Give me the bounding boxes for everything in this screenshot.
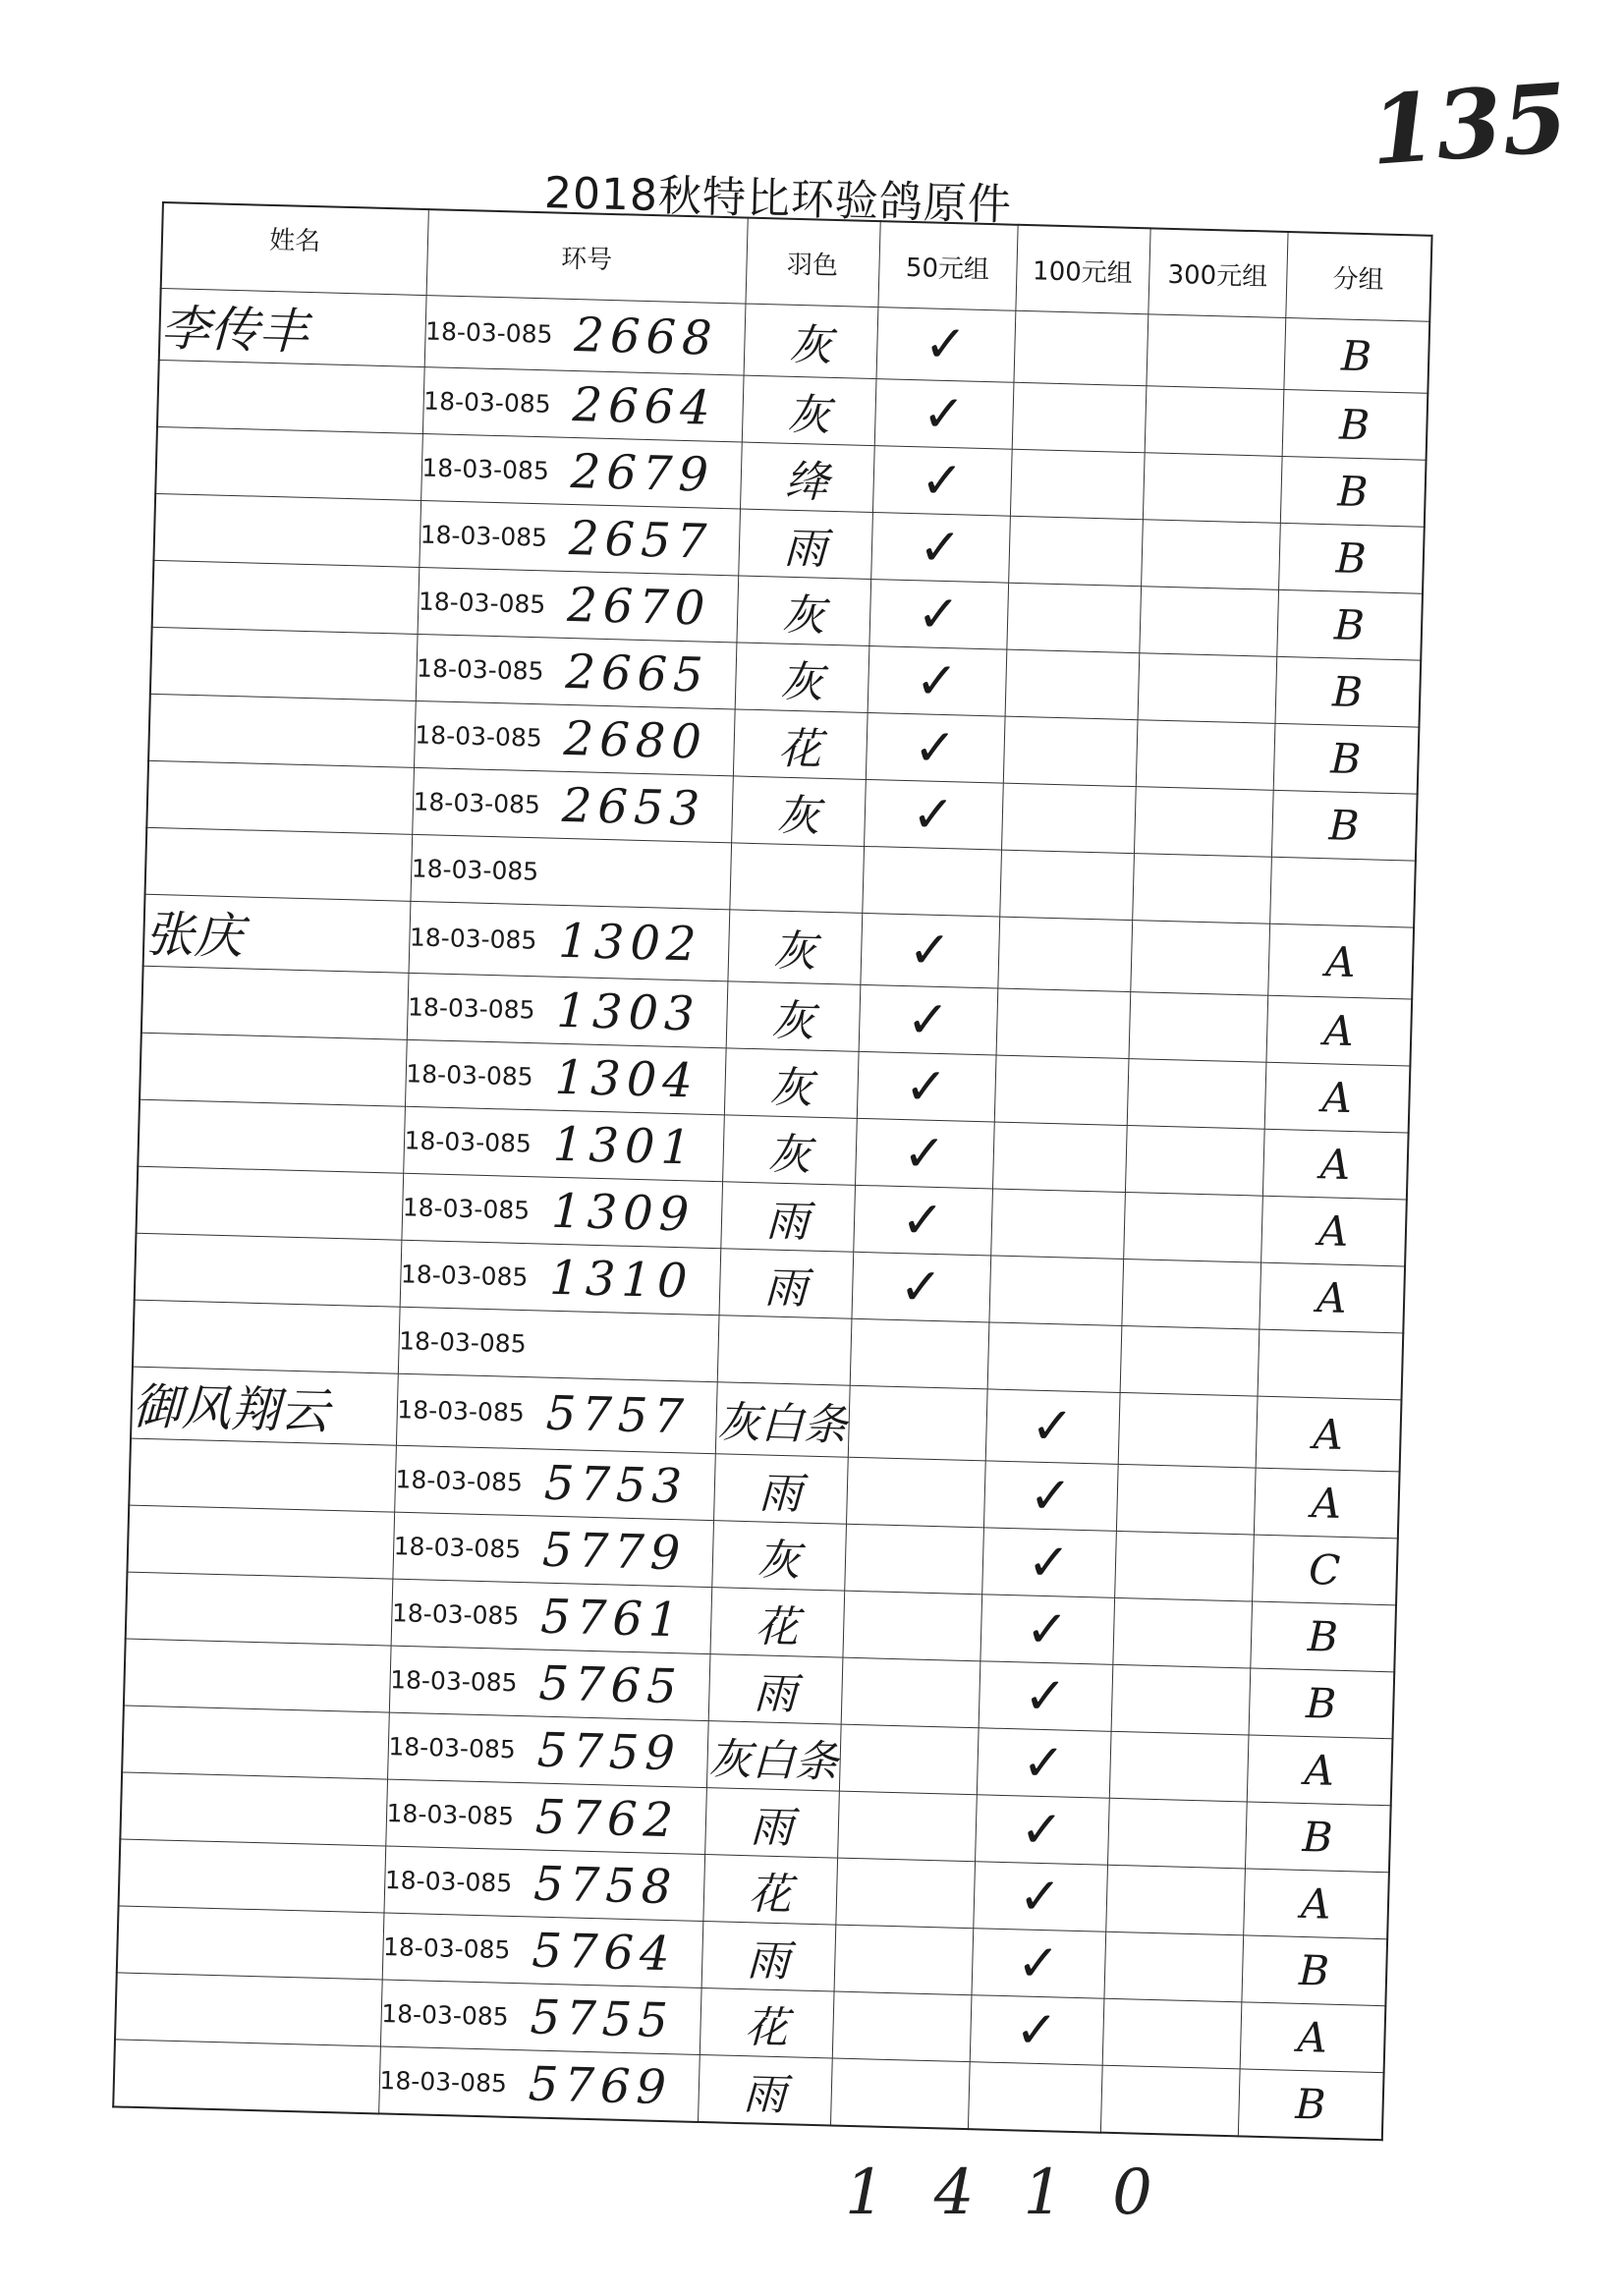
check-300-cell: [1100, 2065, 1240, 2136]
owner-name-cell: [152, 560, 420, 634]
check-50-cell: ✓: [860, 913, 999, 988]
owner-name-cell: [120, 1772, 387, 1846]
ring-number-cell: [394, 1445, 715, 1520]
check-100-cell: [996, 988, 1131, 1059]
ring-number-cell: [401, 1173, 722, 1248]
check-100-cell: ✓: [983, 1461, 1118, 1532]
ring-prefix: 18-03-085: [422, 386, 552, 419]
owner-name-cell: [117, 1906, 384, 1980]
ring-number-cell: [382, 1913, 703, 1987]
ring-number-cell: [387, 1712, 708, 1787]
ring-number-cell: [385, 1779, 706, 1854]
check-100-cell: [1001, 783, 1136, 854]
feather-color-cell: 灰: [744, 304, 878, 379]
ring-number-cell: [420, 434, 742, 509]
ring-suffix: 2670: [566, 577, 712, 637]
check-50-cell: ✓: [866, 712, 1005, 783]
owner-name-cell: [141, 966, 409, 1039]
ring-number-cell: [418, 567, 739, 642]
check-100-cell: [1005, 649, 1140, 720]
ring-prefix: 18-03-085: [404, 1125, 532, 1158]
check-100-cell: [999, 850, 1134, 921]
ring-prefix: 18-03-085: [379, 2065, 508, 2098]
ring-number-cell: [400, 1240, 721, 1315]
ring-prefix: 18-03-085: [405, 1058, 534, 1092]
group-cell: B: [1282, 389, 1428, 460]
feather-color-cell: 灰: [724, 1048, 859, 1119]
ring-suffix: 5779: [541, 1522, 687, 1581]
check-50-cell: ✓: [872, 446, 1012, 517]
check-50-cell: [844, 1524, 983, 1595]
feather-color-cell: 雨: [738, 509, 872, 580]
ring-suffix: 1309: [550, 1183, 696, 1243]
check-300-cell: [1141, 520, 1280, 590]
check-300-cell: [1128, 992, 1267, 1063]
ring-prefix: 18-03-085: [420, 519, 548, 552]
ring-suffix: 2653: [561, 777, 706, 837]
check-50-cell: [835, 1858, 975, 1929]
ring-prefix: 18-03-085: [421, 453, 550, 485]
feather-color-cell: 花: [733, 709, 868, 780]
owner-name-cell: 张庆: [143, 894, 411, 973]
check-300-cell: [1109, 1731, 1249, 1802]
ring-suffix: [547, 1316, 548, 1371]
feather-color-cell: 灰: [722, 1115, 857, 1186]
ring-number-cell: [414, 700, 735, 775]
ring-number-cell: [392, 1512, 713, 1587]
check-300-cell: [1105, 1865, 1245, 1935]
feather-color-cell: 灰: [711, 1521, 846, 1592]
check-300-cell: [1146, 314, 1285, 390]
ring-prefix: 18-03-085: [380, 1998, 510, 2031]
ring-prefix: 18-03-085: [418, 586, 546, 619]
check-100-cell: ✓: [981, 1528, 1116, 1598]
ring-prefix: 18-03-085: [415, 719, 543, 753]
group-cell: A: [1267, 924, 1414, 999]
feather-color-cell: 灰: [736, 576, 870, 646]
ring-prefix: 18-03-085: [411, 853, 539, 886]
group-cell: B: [1271, 790, 1418, 861]
check-50-cell: ✓: [857, 1051, 996, 1122]
check-300-cell: [1111, 1664, 1251, 1735]
feather-color-cell: 雨: [704, 1788, 839, 1859]
footer-count-b: 10: [1023, 2156, 1202, 2229]
owner-name-cell: [145, 827, 413, 901]
check-300-cell: [1102, 1998, 1242, 2069]
ring-suffix: 1303: [555, 982, 701, 1042]
group-cell: C: [1252, 1535, 1398, 1605]
feather-color-cell: 花: [702, 1855, 837, 1926]
check-300-cell: [1118, 1392, 1258, 1468]
ring-number-cell: [396, 1373, 717, 1453]
feather-color-cell: 灰: [735, 643, 869, 713]
group-cell: A: [1264, 1062, 1411, 1133]
check-100-cell: [992, 1122, 1127, 1193]
ring-suffix: 2668: [573, 308, 719, 366]
feather-color-cell: 雨: [701, 1922, 836, 1992]
ring-prefix: 18-03-085: [386, 1798, 515, 1830]
check-50-cell: [842, 1591, 981, 1661]
check-50-cell: [837, 1791, 977, 1862]
group-cell: B: [1280, 456, 1427, 527]
check-50-cell: ✓: [864, 779, 1003, 850]
ring-suffix: 5764: [531, 1922, 677, 1982]
owner-name-cell: [140, 1033, 407, 1106]
ring-suffix: 5759: [536, 1722, 682, 1781]
feather-color-cell: [729, 843, 864, 914]
header-color: 羽色: [745, 218, 879, 308]
footer-counts: [845, 2156, 1202, 2229]
group-cell: B: [1278, 523, 1425, 593]
group-cell: A: [1265, 995, 1412, 1066]
check-100-cell: [968, 2062, 1102, 2133]
group-cell: A: [1243, 1869, 1389, 1939]
group-cell: A: [1259, 1262, 1405, 1333]
check-50-cell: [839, 1724, 979, 1795]
owner-name-cell: [127, 1505, 394, 1579]
ring-suffix: 5757: [544, 1385, 691, 1445]
check-300-cell: [1130, 921, 1269, 996]
ring-suffix: 5762: [534, 1789, 680, 1848]
ring-number-cell: [405, 1039, 726, 1114]
ring-number-cell: [416, 634, 737, 708]
check-300-cell: [1116, 1464, 1256, 1535]
check-100-cell: [1003, 716, 1138, 787]
ring-prefix: 18-03-085: [389, 1664, 518, 1697]
check-100-cell: [1013, 310, 1148, 386]
owner-name-cell: [135, 1233, 402, 1307]
feather-color-cell: 灰白条: [706, 1721, 841, 1792]
check-100-cell: [994, 1055, 1129, 1126]
check-100-cell: ✓: [980, 1595, 1114, 1665]
group-cell: B: [1276, 589, 1423, 660]
feather-color-cell: 雨: [720, 1182, 855, 1253]
check-100-cell: [1008, 516, 1143, 587]
owner-name-cell: [146, 760, 414, 834]
check-300-cell: [1121, 1259, 1260, 1329]
group-cell: B: [1283, 317, 1429, 393]
check-50-cell: [832, 1991, 972, 2062]
ring-number-cell: [422, 367, 744, 442]
feather-color-cell: 灰白条: [715, 1382, 850, 1458]
check-50-cell: ✓: [876, 308, 1016, 383]
ring-prefix: 18-03-085: [402, 1192, 531, 1225]
check-50-cell: [850, 1318, 989, 1389]
check-100-cell: ✓: [970, 1995, 1104, 2066]
feather-color-cell: [717, 1315, 852, 1386]
ring-number-cell: [383, 1846, 704, 1921]
feather-color-cell: 雨: [719, 1249, 854, 1319]
check-100-cell: [990, 1189, 1125, 1259]
owner-name-cell: [124, 1639, 391, 1712]
header-ring: 环号: [426, 209, 748, 304]
owner-name-cell: [129, 1438, 396, 1512]
group-cell: A: [1254, 1468, 1400, 1539]
group-cell: B: [1250, 1601, 1396, 1672]
check-300-cell: [1114, 1531, 1254, 1601]
owner-name-cell: [138, 1099, 405, 1173]
group-cell: B: [1245, 1802, 1391, 1873]
check-50-cell: ✓: [855, 1118, 994, 1189]
ring-number-cell: [389, 1646, 710, 1720]
ring-prefix: 18-03-085: [393, 1531, 522, 1564]
ring-prefix: 18-03-085: [397, 1395, 526, 1427]
ring-suffix: 5758: [532, 1855, 679, 1915]
check-100-cell: ✓: [977, 1728, 1111, 1799]
group-cell: B: [1273, 723, 1420, 794]
group-cell: B: [1241, 1935, 1387, 2006]
ring-suffix: 2680: [562, 710, 708, 770]
footer-count-a: 14: [845, 2156, 1024, 2229]
check-300-cell: [1134, 787, 1273, 858]
check-300-cell: [1143, 453, 1282, 524]
ring-number-cell: [407, 973, 728, 1047]
check-50-cell: ✓: [874, 379, 1014, 450]
check-300-cell: [1138, 653, 1277, 724]
ring-suffix: 1301: [552, 1116, 698, 1176]
ring-number-cell: [403, 1106, 724, 1181]
group-cell: A: [1247, 1735, 1393, 1806]
check-100-cell: [987, 1322, 1122, 1393]
owner-name-cell: [157, 360, 424, 433]
ring-prefix: 18-03-085: [400, 1259, 529, 1292]
group-cell: [1258, 1329, 1404, 1400]
ring-suffix: 2679: [570, 443, 715, 503]
check-300-cell: [1125, 1126, 1264, 1197]
ring-number-cell: [424, 296, 746, 375]
ring-suffix: 5753: [543, 1455, 689, 1514]
ring-suffix: 5765: [537, 1655, 684, 1714]
group-cell: A: [1256, 1396, 1402, 1472]
check-50-cell: ✓: [868, 580, 1008, 650]
check-300-cell: [1139, 587, 1278, 657]
roster-body: [113, 288, 1429, 2140]
check-100-cell: ✓: [985, 1389, 1120, 1465]
owner-name-cell: [113, 2040, 380, 2114]
owner-name-cell: [122, 1706, 389, 1779]
ring-prefix: 18-03-085: [384, 1865, 513, 1897]
check-50-cell: [830, 2058, 970, 2129]
check-300-cell: [1132, 854, 1271, 924]
check-300-cell: [1145, 386, 1284, 457]
ring-number-cell: [410, 834, 731, 909]
feather-color-cell: 花: [709, 1588, 844, 1658]
ring-suffix: 1302: [557, 913, 703, 973]
check-100-cell: [1006, 583, 1141, 653]
ring-suffix: 2664: [571, 376, 717, 436]
check-300-cell: [1120, 1325, 1260, 1396]
check-100-cell: ✓: [979, 1661, 1113, 1732]
ring-prefix: 18-03-085: [382, 1931, 511, 1964]
owner-name-cell: [126, 1572, 393, 1646]
ring-suffix: [559, 844, 560, 899]
feather-color-cell: 灰: [726, 981, 861, 1052]
check-100-cell: [1010, 449, 1145, 520]
ring-number-cell: [391, 1579, 712, 1653]
group-cell: A: [1240, 2002, 1386, 2073]
check-300-cell: [1103, 1931, 1243, 2002]
header-300-group: 300元组: [1148, 228, 1287, 317]
group-cell: A: [1262, 1129, 1409, 1200]
feather-color-cell: 灰: [742, 375, 876, 446]
check-300-cell: [1123, 1192, 1262, 1262]
owner-name-cell: 御风翔云: [131, 1367, 398, 1445]
ring-number-cell: [378, 2046, 700, 2122]
group-cell: B: [1238, 2069, 1384, 2140]
check-50-cell: [862, 846, 1001, 917]
check-300-cell: [1107, 1798, 1247, 1869]
ring-prefix: 18-03-085: [407, 991, 535, 1025]
header-50-group: 50元组: [877, 221, 1017, 310]
header-name: 姓名: [161, 202, 428, 296]
owner-name-cell: [150, 627, 418, 700]
owner-name-cell: [148, 694, 416, 767]
ring-prefix: 18-03-085: [409, 923, 537, 955]
group-cell: A: [1260, 1196, 1407, 1266]
check-50-cell: ✓: [859, 984, 998, 1055]
owner-name-cell: [133, 1300, 400, 1373]
ring-prefix: 18-03-085: [398, 1325, 527, 1359]
owner-name-cell: [119, 1839, 386, 1913]
group-cell: [1269, 857, 1416, 927]
ring-suffix: 1304: [553, 1049, 700, 1109]
feather-color-cell: 雨: [708, 1654, 843, 1725]
ring-suffix: 5769: [528, 2055, 673, 2115]
ring-number-cell: [398, 1307, 719, 1381]
ring-number-cell: [419, 500, 740, 575]
roster-sheet: [112, 201, 1430, 2141]
ring-suffix: 2665: [564, 644, 710, 703]
check-300-cell: [1112, 1597, 1252, 1668]
check-100-cell: ✓: [971, 1929, 1105, 1999]
check-50-cell: ✓: [870, 513, 1010, 584]
page-number: 135: [1367, 62, 1572, 187]
ring-suffix: 1310: [548, 1250, 695, 1310]
owner-name-cell: 李传丰: [159, 288, 426, 366]
check-50-cell: ✓: [853, 1185, 992, 1256]
header-group: 分组: [1285, 232, 1431, 321]
feather-color-cell: 雨: [698, 2054, 832, 2125]
feather-color-cell: 雨: [713, 1454, 848, 1525]
group-cell: B: [1249, 1668, 1395, 1739]
check-300-cell: [1136, 720, 1275, 791]
check-50-cell: [846, 1457, 985, 1528]
check-50-cell: ✓: [851, 1252, 990, 1322]
pigeon-roster-table: [112, 201, 1432, 2141]
ring-suffix: 5755: [529, 1988, 675, 2048]
group-cell: B: [1274, 656, 1421, 727]
ring-suffix: 2657: [568, 510, 713, 570]
ring-prefix: 18-03-085: [395, 1464, 524, 1497]
feather-color-cell: 花: [700, 1987, 834, 2058]
feather-color-cell: 灰: [727, 910, 862, 985]
ring-prefix: 18-03-085: [388, 1731, 517, 1763]
document-title: 2018秋特比环验鸽原件: [543, 167, 1013, 231]
header-100-group: 100元组: [1015, 225, 1149, 314]
ring-prefix: 18-03-085: [413, 786, 541, 819]
check-50-cell: [834, 1925, 974, 1995]
owner-name-cell: [155, 426, 422, 500]
check-300-cell: [1127, 1059, 1266, 1130]
check-100-cell: [997, 917, 1132, 992]
owner-name-cell: [115, 1973, 382, 2046]
ring-prefix: 18-03-085: [391, 1597, 520, 1630]
ring-suffix: 5761: [539, 1589, 686, 1648]
check-100-cell: [1012, 382, 1147, 453]
feather-color-cell: 灰: [731, 776, 866, 847]
check-50-cell: ✓: [868, 645, 1007, 716]
ring-number-cell: [412, 767, 733, 842]
check-100-cell: [988, 1256, 1123, 1326]
ring-number-cell: [380, 1980, 701, 2054]
check-100-cell: ✓: [975, 1795, 1109, 1866]
ring-prefix: 18-03-085: [416, 652, 544, 686]
check-100-cell: ✓: [973, 1862, 1107, 1932]
ring-number-cell: [409, 901, 730, 980]
owner-name-cell: [137, 1166, 404, 1240]
check-50-cell: [841, 1657, 980, 1728]
ring-prefix: 18-03-085: [424, 316, 553, 349]
feather-color-cell: 绛: [740, 442, 874, 513]
owner-name-cell: [153, 493, 420, 567]
check-50-cell: [848, 1385, 987, 1461]
